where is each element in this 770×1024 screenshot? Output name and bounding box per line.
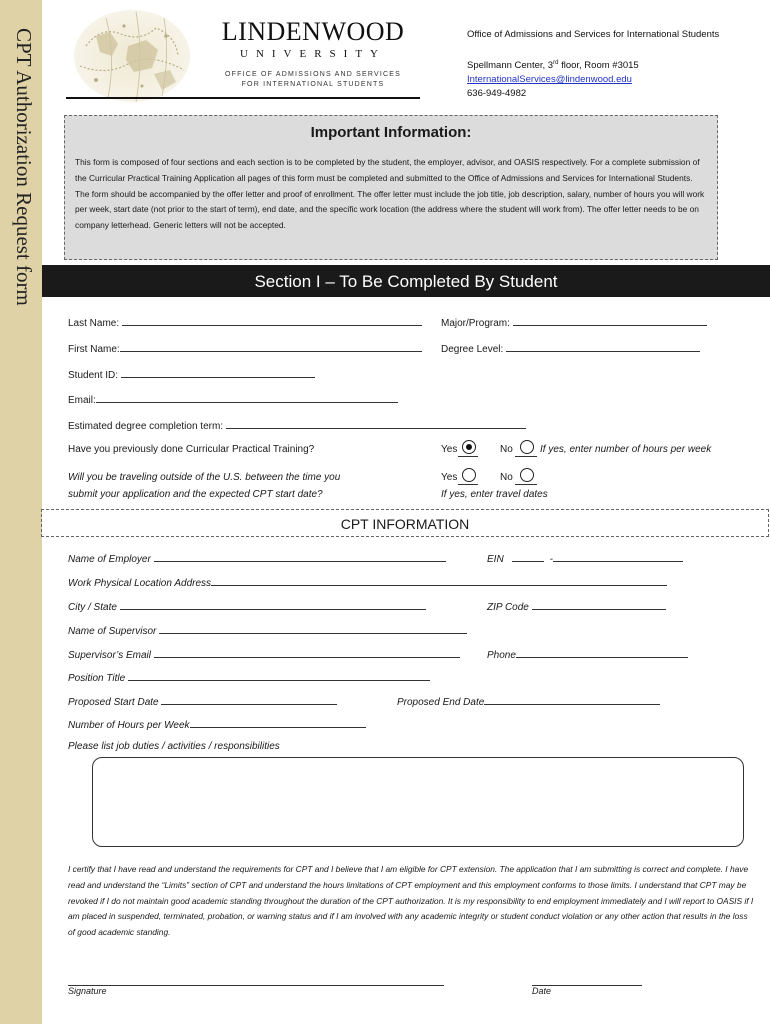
email-label: Email: <box>68 395 96 406</box>
start-date-label: Proposed Start Date <box>68 697 159 708</box>
prev-cpt-question: Have you previously done Curricular Practical Training? <box>68 444 315 455</box>
university-wordmark <box>206 18 420 89</box>
prev-cpt-yes-label: Yes <box>441 444 458 455</box>
employer-field[interactable] <box>68 551 446 565</box>
form-vertical-title: CPT Authorization Request form <box>12 28 36 306</box>
radio-underline <box>515 456 537 457</box>
cpt-info-header <box>41 509 769 537</box>
prev-cpt-yes-radio[interactable] <box>462 440 476 454</box>
supervisor-email-field[interactable] <box>68 647 460 661</box>
travel-dates-note: If yes, enter travel dates <box>441 489 548 500</box>
university-subname: UNIVERSITY <box>240 48 386 60</box>
important-info-box <box>64 115 718 260</box>
employer-label: Name of Employer <box>68 554 151 565</box>
first-name-field[interactable] <box>68 341 422 355</box>
prev-cpt-no-label: No <box>500 444 513 455</box>
address-text: Spellmann Center, 3 <box>467 60 554 72</box>
radio-underline <box>458 456 478 457</box>
email-field[interactable] <box>68 392 398 406</box>
student-id-label: Student ID: <box>68 370 119 381</box>
hours-per-week-field[interactable] <box>68 717 366 731</box>
city-state-field[interactable] <box>68 599 426 613</box>
completion-term-label: Estimated degree completion term: <box>68 421 224 432</box>
logo-divider <box>66 97 420 99</box>
start-date-field[interactable] <box>68 694 337 708</box>
ein-field[interactable] <box>487 551 683 565</box>
cpt-info-title: CPT INFORMATION <box>340 516 470 532</box>
office-name: Office of Admissions and Services for International Students <box>467 29 720 40</box>
signature-line[interactable] <box>68 985 444 986</box>
first-name-label: First Name: <box>68 344 120 355</box>
hours-per-week-label: Number of Hours per Week <box>68 720 190 731</box>
work-address-field[interactable] <box>68 575 667 589</box>
degree-level-field[interactable] <box>441 341 700 355</box>
supervisor-name-field[interactable] <box>68 623 467 637</box>
certification-text: I certify that I have read and understand the requirements for CPT and I believe that I am eligible for CPT extension. The application that I am submitting is correct and complete. I have read and understand the “Limits” section of CPT and understand the hours limitations of CPT employment and this employment conforms to those limits. I understand that CPT may be revoked if I do not maintain good academic standing throughout the duration of the CPT authorization. It is my responsibility to end employment immediately and I will report to OASIS if I am placed in suspended, terminated, probation, or warning status and if I am involved with any academic integrity or student conduct violation or any other action that results in the loss of good academic standing. <box>68 864 754 938</box>
travel-no-radio[interactable] <box>520 468 534 482</box>
prev-cpt-no-radio[interactable] <box>520 440 534 454</box>
travel-yes-radio[interactable] <box>462 468 476 482</box>
degree-level-label: Degree Level: <box>441 344 504 355</box>
student-id-field[interactable] <box>68 367 315 381</box>
university-name: LINDENWOOD <box>221 17 405 46</box>
office-address <box>467 56 719 73</box>
end-date-label: Proposed End Date <box>397 697 485 708</box>
zip-label: ZIP Code <box>487 602 529 613</box>
office-contact <box>467 28 719 101</box>
radio-underline <box>458 484 478 485</box>
travel-question-line-2: submit your application and the expected CPT start date? <box>68 489 323 500</box>
office-tagline-1: OFFICE OF ADMISSIONS AND SERVICES <box>225 71 401 78</box>
sidebar-band <box>0 0 42 1024</box>
globe-map-logo-icon <box>66 6 196 106</box>
last-name-field[interactable] <box>68 315 422 329</box>
travel-yes-label: Yes <box>441 472 458 483</box>
info-title: Important Information: <box>310 124 472 141</box>
supervisor-name-label: Name of Supervisor <box>68 626 157 637</box>
end-date-field[interactable] <box>397 694 660 708</box>
major-label: Major/Program: <box>441 318 510 329</box>
job-duties-textarea[interactable] <box>92 757 744 847</box>
completion-term-field[interactable] <box>68 418 526 432</box>
supervisor-email-label: Supervisor’s Email <box>68 650 151 661</box>
job-duties-label: Please list job duties / activities / responsibilities <box>68 741 280 752</box>
signature-label: Signature <box>68 986 107 996</box>
work-address-label: Work Physical Location Address <box>68 578 212 589</box>
address-sup: rd <box>553 60 559 66</box>
radio-underline <box>515 484 537 485</box>
prev-cpt-hours-note: If yes, enter number of hours per week <box>540 444 712 455</box>
office-email-link[interactable]: InternationalServices@lindenwood.edu <box>467 74 632 86</box>
info-text: This form is composed of four sections and each section is to be completed by the student, the employer, advisor, and OASIS respectively. For a complete submission of the Curricular Practical Training Application all pages of this form must be completed and submitted to the Office of Admissions and Services for International Students. The form should be accompanied by the offer letter and proof of enrollment. The offer letter must include the job title, job description, salary, number of hours you will work per week, start date (not prior to the start of term), end date, and the specific work location (the address where the student will work from). The offer letter needs to be on company letterhead. Generic letters will not be accepted. <box>75 157 705 231</box>
travel-question-line-1: Will you be traveling outside of the U.S. between the time you <box>68 472 341 483</box>
travel-no-label: No <box>500 472 513 483</box>
section-1-header: Section I – To Be Completed By Student <box>42 265 770 297</box>
office-phone: 636-949-4982 <box>467 88 527 100</box>
zip-field[interactable] <box>487 599 666 613</box>
city-state-label: City / State <box>68 602 117 613</box>
office-tagline-2: FOR INTERNATIONAL STUDENTS <box>241 81 385 88</box>
position-title-field[interactable] <box>68 670 430 684</box>
address-room: floor, Room #3015 <box>558 60 639 72</box>
date-label: Date <box>532 986 552 996</box>
major-field[interactable] <box>441 315 707 329</box>
position-title-label: Position Title <box>68 673 126 684</box>
ein-dash: - <box>549 554 553 565</box>
phone-label: Phone <box>487 650 516 661</box>
last-name-label: Last Name: <box>68 318 120 329</box>
phone-field[interactable] <box>487 647 688 661</box>
ein-label: EIN <box>487 554 504 565</box>
